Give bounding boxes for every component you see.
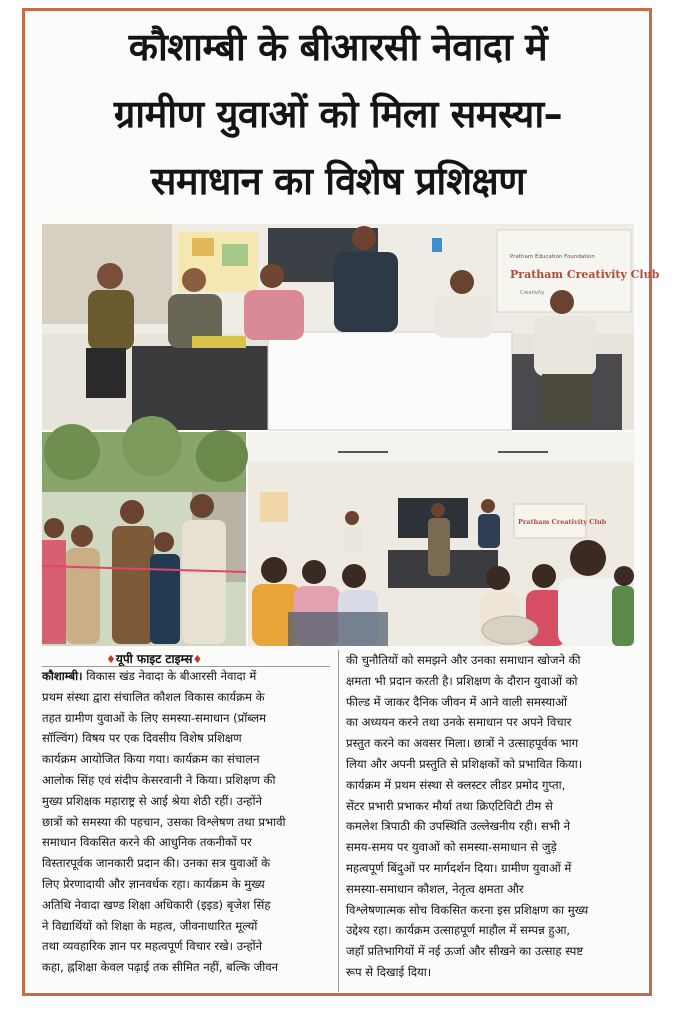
article-line: समस्या-समाधान कौशल, नेतृत्व क्षमता और bbox=[346, 881, 524, 896]
headline-line-3: समाधान का विशेष प्रशिक्षण bbox=[150, 159, 526, 203]
article-line: सॉल्विंग) विषय पर एक दिवसीय विशेष प्रशिक्षण bbox=[42, 731, 242, 746]
article-line: उद्देश्य रहा। कार्यक्रम उत्साहपूर्ण माहौल में सम्पन्न हुआ, bbox=[346, 923, 571, 938]
banner-subtitle: Pratham Education Foundation bbox=[510, 254, 595, 260]
article-line: समाधान विकसित करने की आधुनिक तकनीकों पर bbox=[42, 835, 252, 850]
article-left-column bbox=[42, 666, 330, 978]
article-line: तहत ग्रामीण युवाओं के लिए समस्या-समाधान (प्रॉब्लम bbox=[42, 710, 267, 725]
article-line: प्रस्तुत करने का अवसर मिला। छात्रों ने उत्साहपूर्वक भाग bbox=[346, 736, 579, 751]
article-right-column bbox=[346, 650, 634, 983]
article-line: रूप से दिखाई दिया। bbox=[346, 964, 432, 979]
headline bbox=[40, 14, 636, 215]
banner-title-classroom: Pratham Creativity Club bbox=[518, 518, 607, 526]
article-line: आलोक सिंह एवं संदीप केसरवानी ने किया। प्रशिक्षण की bbox=[42, 772, 276, 787]
article-line: महत्वपूर्ण बिंदुओं पर मार्गदर्शन दिया। ग्रामीण युवाओं में bbox=[346, 860, 572, 875]
photo-panel-session bbox=[42, 224, 660, 430]
byline-text: यूपी फाइट टाइम्स bbox=[115, 652, 193, 666]
article-line: कार्यक्रम आयोजित किया गया। कार्यक्रम का संचालन bbox=[42, 752, 260, 767]
classroom-presentation-image bbox=[248, 432, 634, 646]
photo-classroom-presentation bbox=[248, 432, 634, 646]
article-line: समय-समय पर युवाओं को समस्या-समाधान से जुड़े bbox=[346, 840, 557, 855]
byline-marker-right: ♦ bbox=[192, 653, 203, 666]
dateline: कौशाम्बी। bbox=[42, 669, 83, 683]
article-line: कार्यक्रम में प्रथम संस्था से क्लस्टर लीडर प्रमोद गुप्ता, bbox=[346, 777, 566, 792]
article-line: की चुनौतियों को समझने और उनका समाधान खोजने की bbox=[346, 653, 581, 667]
article-line: मुख्य प्रशिक्षक महाराष्ट्र से आई श्रेया शेठी रहीं। उन्होंने bbox=[42, 793, 262, 808]
byline bbox=[106, 650, 202, 667]
article-line: प्रथम संस्था द्वारा संचालित कौशल विकास कार्यक्रम के bbox=[42, 689, 265, 704]
article-line: छात्रों को समस्या की पहचान, उसका विश्लेषण तथा प्रभावी bbox=[42, 814, 286, 829]
article-line: का अध्ययन करने तथा उनके समाधान पर अपने विचार bbox=[346, 715, 572, 730]
article-line: कमलेश त्रिपाठी की उपस्थिति उल्लेखनीय रही। सभी ने bbox=[346, 819, 571, 834]
article-line: विस्तारपूर्वक जानकारी प्रदान की। उनका सत्र युवाओं के bbox=[42, 856, 271, 871]
column-divider bbox=[338, 650, 339, 992]
article-line bbox=[42, 666, 330, 687]
article-line: तथा व्यवहारिक ज्ञान पर महत्वपूर्ण विचार रखे। उन्होंने bbox=[42, 939, 263, 954]
article-line: सेंटर प्रभारी प्रभाकर मौर्या तथा क्रिएटिविटी टीम से bbox=[346, 798, 553, 813]
article-line: अतिथि नेवादा खण्ड शिक्षा अधिकारी (इइड) बृजेश सिंह bbox=[42, 897, 271, 912]
article-line: फील्ड में जाकर दैनिक जीवन में आने वाली समस्याओं bbox=[346, 694, 567, 709]
headline-line-1: कौशाम्बी के बीआरसी नेवादा में bbox=[128, 25, 548, 69]
photo-ribbon-cutting bbox=[42, 432, 246, 646]
byline-marker-left: ♦ bbox=[106, 653, 116, 666]
article-line: कहा, ह्नशिक्षा केवल पढ़ाई तक सीमित नहीं, बल्कि जीवन bbox=[42, 960, 279, 975]
article-line: विश्लेषणात्मक सोच विकसित करना इस प्रशिक्षण का मुख्य bbox=[346, 902, 589, 917]
article-line: क्षमता भी प्रदान करती है। प्रशिक्षण के दौरान युवाओं को bbox=[346, 673, 578, 688]
banner-small: Creativity bbox=[520, 290, 545, 296]
article-line: लिए प्रेरणादायी और ज्ञानवर्धक रहा। कार्यक्रम के मुख्य bbox=[42, 876, 265, 891]
headline-line-2: ग्रामीण युवाओं को मिला समस्या– bbox=[113, 92, 563, 136]
article-line: ने विद्यार्थियों को शिक्षा के महत्व, जीवनाधारित मूल्यों bbox=[42, 918, 258, 933]
panel-session-image bbox=[42, 224, 660, 430]
article-line: जहाँ प्रतिभागियों में नई ऊर्जा और सीखने का उत्साह स्पष्ट bbox=[346, 944, 584, 959]
banner-title: Pratham Creativity Club bbox=[510, 268, 660, 281]
ribbon-cutting-image bbox=[42, 432, 246, 646]
article-text: विकास खंड नेवादा के बीआरसी नेवादा में bbox=[82, 669, 257, 683]
article-line: लिया और अपनी प्रस्तुति से प्रशिक्षकों को प्रभावित किया। bbox=[346, 756, 583, 771]
